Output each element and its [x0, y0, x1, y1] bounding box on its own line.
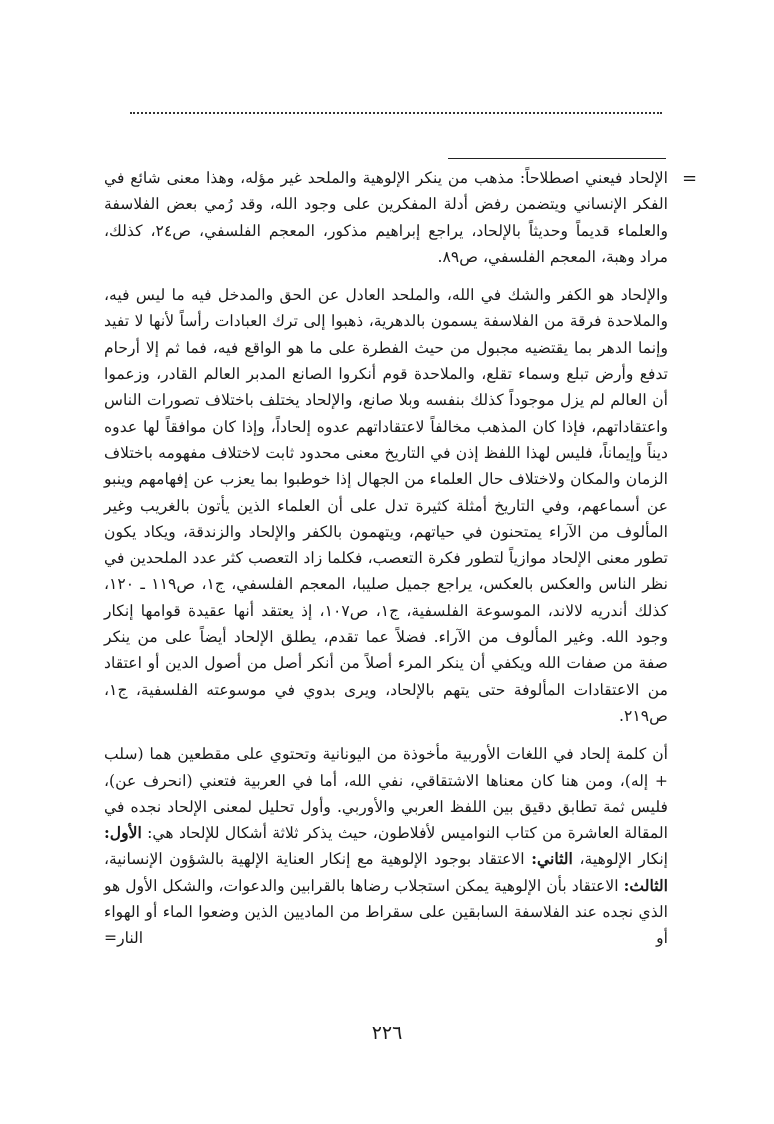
paragraph-1 — [104, 165, 668, 270]
text-run: الاعتقاد بأن الإلوهية يمكن استجلاب رضاها بالقرابين والدعوات، والشكل الأول هو الذي نجده عند الفلاسفة السابقين على سقراط من الماديين الذين وضعوا الماء أو الهواء أو النار= — [104, 876, 668, 948]
paragraph-2 — [104, 282, 668, 729]
text-run: والإلحاد هو الكفر والشك في الله، والملحد العادل عن الحق والمدخل فيه ما ليس فيه، والملاحدة فرقة من الفلاسفة يسمون بالدهرية، ذهبوا إلى ترك العبادات رأساً لأنها لا تفيد وإنما الدهر بما يقتضيه مجبول من حيث الفطرة على ما هو الواقع فيه، فما ثم إلا أرحام تدفع وأرض تبلع وسماء تقلع، والملاحدة قوم أنكروا الصانع المدبر العالم القادر، وزعموا أن العالم لم يزل موجوداً كذلك بنفسه وبلا صانع، والإلحاد يختلف باختلاف تصورات الناس واعتقاداتهم، فإذا كان المذهب مخالفاً لاعتقاداتهم عدوه إلحاداً، وإذا كان موافقاً لها عدوه ديناً وإيماناً، فليس لهذا اللفظ إذن في التاريخ معنى محدود ثابت لاختلاف مفهومه باختلاف الزمان والمكان ولاختلاف حال العلماء من الجهال إذا خوطبوا بما يعزب عن إفهامهم وينبو عن أسماعهم، وفي التاريخ أمثلة كثيرة تدل على أن العلماء الذين يأتون بالغريب وغير المألوف من الآراء يمتحنون في حياتهم، ويتهمون بالكفر والإلحاد والزندقة، ويكاد يكون تطور معنى الإلحاد موازياً لتطور فكرة التعصب، فكلما زاد التعصب كثر عدد الملحدين في نظر الناس والعكس بالعكس، يراجع جميل صليبا، المعجم الفلسفي، ج١، ص١١٩ ـ ١٢٠، كذلك أندريه لالاند، الموسوعة الفلسفية، ج١، ص١٠٧، إذ يعتقد أنها عقيدة قوامها إنكار وجود الله. وغير المألوف من الآراء. فضلاً عما تقدم، يطلق الإلحاد أيضاً على من ينكر صفة من صفات الله ويكفي أن ينكر المرء أصلاً من أنكر أصل من أصول الدين أو اعتقاد من الاعتقادات المألوفة حتى يتهم بالإلحاد، ويرى بدوي في موسوعته الفلسفية، ج١، ص٢١٩. — [104, 286, 669, 725]
text-run: الاعتقاد بوجود الإلوهية مع إنكار العناية الإلهية بالشؤون الإنسانية، — [104, 850, 532, 869]
bold-term: الثاني: — [531, 849, 573, 869]
continuation-mark: = — [682, 168, 698, 189]
page-number: ٢٢٦ — [371, 1022, 403, 1044]
bold-term: الأول: — [104, 823, 142, 843]
bold-term: الثالث: — [623, 875, 668, 895]
paragraph-3 — [104, 741, 668, 951]
text-run: إنكار الإلوهية، — [572, 850, 668, 869]
footnote-separator — [448, 158, 666, 159]
text-run: أن كلمة إلحاد في اللغات الأوربية مأخوذة من اليونانية وتحتوي على مقطعين هما (سلب + إله)، ومن هنا كان معناها الاشتقاقي، نفي الله، أما في العربية فتعني (انحرف عن)، فليس ثمة تطابق دقيق بين اللفظ العربي والأوربي. وأول تحليل لمعنى الإلحاد نجده في المقالة العاشرة من كتاب النواميس لأفلاطون، حيث يذكر ثلاثة أشكال للإلحاد هي: — [104, 745, 668, 843]
footnote-text — [104, 165, 668, 964]
text-run: الإلحاد فيعني اصطلاحاً: مذهب من ينكر الإلوهية والملحد غير مؤله، وهذا معنى شائع في الفكر الإنساني ويتضمن رفض أدلة المفكرين على وجود الله، وقد رُمي بعض الفلاسفة والعلماء قديماً وحديثاً بالإلحاد، يراجع إبراهيم مذكور، المعجم الفلسفي، ص٢٤، كذلك، مراد وهبة، المعجم الفلسفي، ص٨٩. — [104, 169, 669, 266]
header-dotted-line — [130, 112, 662, 114]
